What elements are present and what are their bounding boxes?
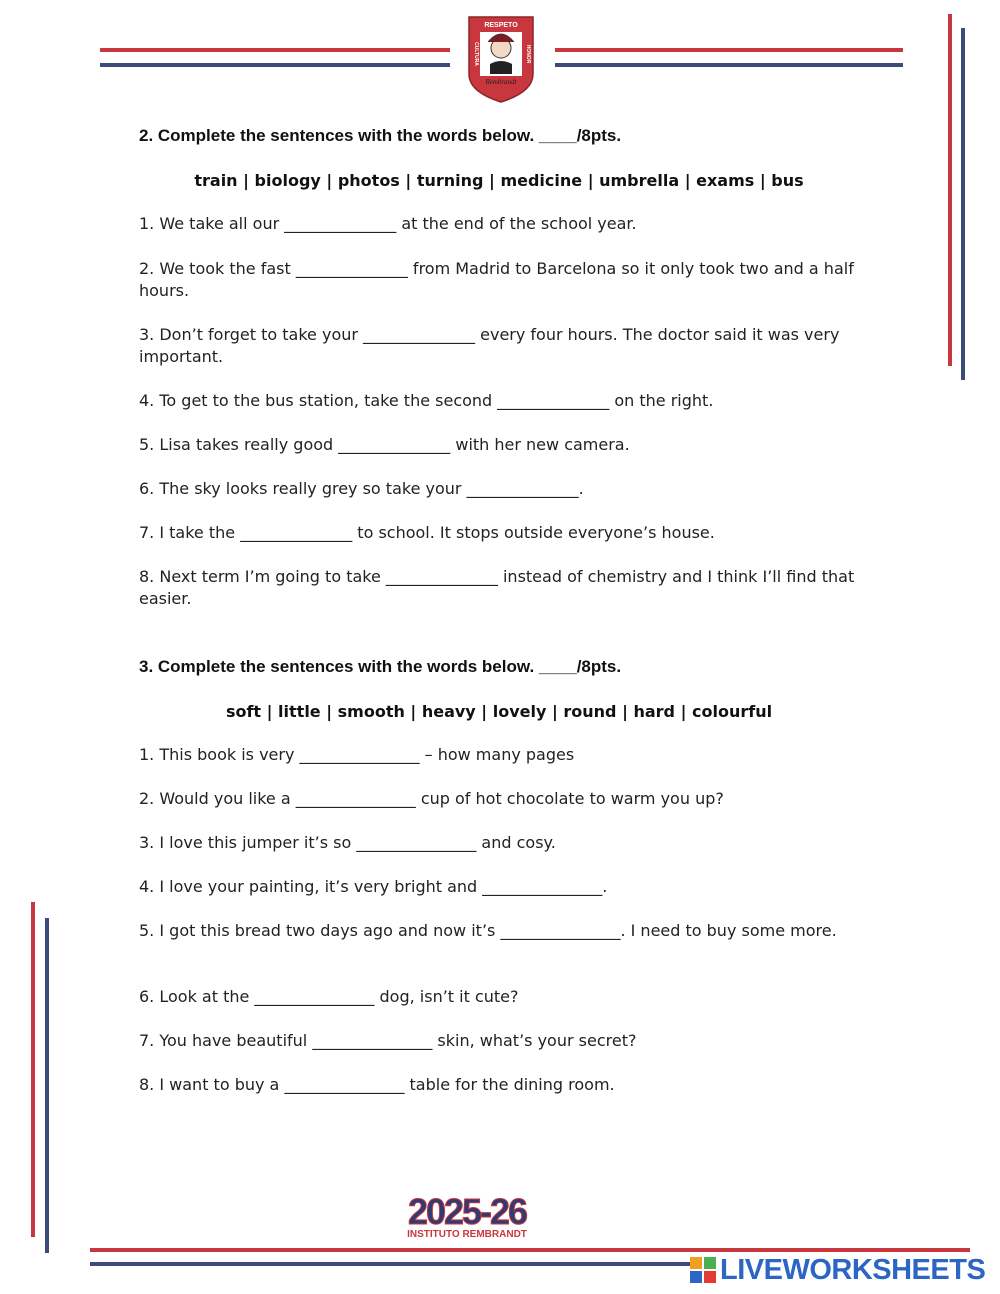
section2-heading: 2. Complete the sentences with the words below. ____/8pts. <box>139 126 622 145</box>
section3-word-bank: soft | little | smooth | heavy | lovely | round | hard | colourful <box>225 702 773 721</box>
crest-top-word: RESPETO <box>484 22 518 29</box>
footer-line-red <box>90 1248 970 1252</box>
side-line-red-right <box>948 14 952 366</box>
liveworksheets-text: LIVEWORKSHEETS <box>720 1253 986 1286</box>
section3-item-7: 7. You have beautiful _______________ skin, what’s your secret? <box>139 1031 637 1050</box>
year-logo <box>390 1190 545 1240</box>
section3-item-5: 5. I got this bread two days ago and now it’s _______________. I need to buy some more. <box>139 921 837 940</box>
side-line-blue-right <box>961 28 965 380</box>
section2-item-4: 4. To get to the bus station, take the second ______________ on the right. <box>139 391 714 410</box>
header-line-red-left <box>100 48 450 52</box>
year-logo-text: 2025-26 <box>407 1191 527 1232</box>
school-crest-logo <box>466 14 536 104</box>
section3-item-3: 3. I love this jumper it’s so _______________ and cosy. <box>139 833 556 852</box>
crest-left-word: CULTURA <box>473 42 479 66</box>
section2-item-2: 2. We took the fast ______________ from Madrid to Barcelona so it only took two and a half hours. <box>139 259 854 300</box>
section3-heading: 3. Complete the sentences with the words below. ____/8pts. <box>139 657 622 676</box>
liveworksheets-watermark <box>690 1254 985 1286</box>
section3-item-4: 4. I love your painting, it’s very bright and _______________. <box>139 877 608 896</box>
section2-item-7: 7. I take the ______________ to school. It stops outside everyone’s house. <box>139 523 715 542</box>
header-line-blue-left <box>100 63 450 67</box>
section3-item-8: 8. I want to buy a _______________ table for the dining room. <box>139 1075 615 1094</box>
section3-item-1: 1. This book is very _______________ – how many pages <box>139 745 575 764</box>
section2-item-1: 1. We take all our ______________ at the end of the school year. <box>139 214 637 233</box>
liveworksheets-icon <box>690 1257 716 1283</box>
section3-item-2: 2. Would you like a _______________ cup of hot chocolate to warm you up? <box>139 789 724 808</box>
footer-line-blue <box>90 1262 690 1266</box>
header-line-red-right <box>555 48 903 52</box>
crest-right-word: HONOR <box>525 44 531 64</box>
section3-item-6: 6. Look at the _______________ dog, isn’t it cute? <box>139 987 519 1006</box>
institute-name: INSTITUTO REMBRANDT <box>407 1229 527 1240</box>
section2-word-bank: train | biology | photos | turning | medicine | umbrella | exams | bus <box>194 171 804 190</box>
section2-item-8: 8. Next term I’m going to take ______________ instead of chemistry and I think I’ll find that easier. <box>139 567 855 608</box>
header-line-blue-right <box>555 63 903 67</box>
section2-item-6: 6. The sky looks really grey so take your ______________. <box>139 479 584 498</box>
side-line-red-left <box>31 902 35 1237</box>
side-line-blue-left <box>45 918 49 1253</box>
section2-item-3: 3. Don’t forget to take your ______________ every four hours. The doctor said it was very important. <box>139 325 840 366</box>
crest-bottom-word: Rembrandt <box>485 78 517 86</box>
section2-item-5: 5. Lisa takes really good ______________ with her new camera. <box>139 435 630 454</box>
